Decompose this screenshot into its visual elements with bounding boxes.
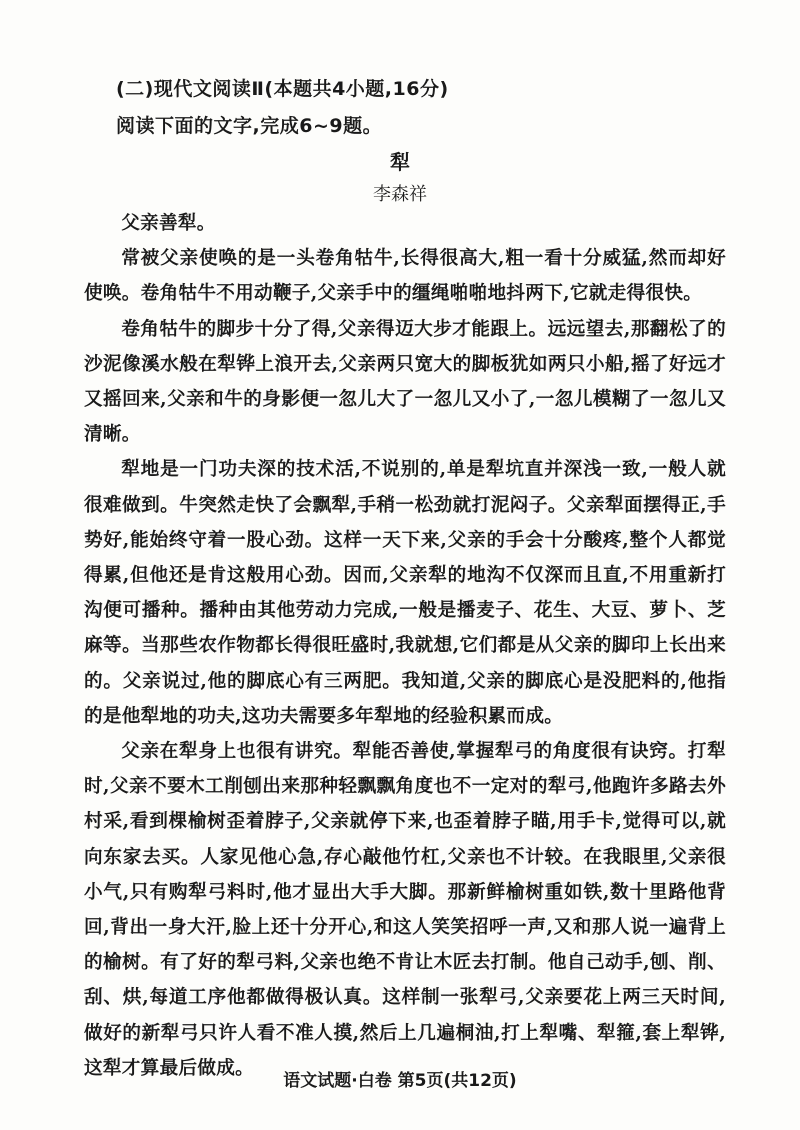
section-header: (二)现代文阅读Ⅱ(本题共4小题,16分) bbox=[116, 78, 449, 100]
article-title: 犁 bbox=[390, 150, 410, 174]
page-footer: 语文试题·白卷 第5页(共12页) bbox=[283, 1071, 517, 1091]
reading-instruction: 阅读下面的文字,完成6~9题。 bbox=[116, 115, 383, 137]
paragraph-5: 父亲在犁身上也很有讲究。犁能否善使,掌握犁弓的角度很有诀窍。打犁时,父亲不要木工削刨出来那种轻飘飘角度也不一定对的犁弓,他跑许多路去外村采,看到棵榆树歪着脖子,父亲就停下来,也歪着脖子瞄,用手卡,觉得可以,就向东家去买。人家见他心急,存心敲他竹杠,父亲也不计较。在我眼里,父亲很小气,只有购犁弓料时,他才显出大手大脚。那新鲜榆树重如铁,数十里路他背回,背出一身大汗,脸上还十分开心,和这人笑笑招呼一声,又和那人说一遍背上的榆树。有了好的犁弓料,父亲也绝不肯让木匠去打制。他自己动手,刨、削、刮、烘,每道工序他都做得极认真。这样制一张犁弓,父亲要花上两三天时间,做好的新犁弓只许人看不准人摸,然后上几遍桐油,打上犁嘴、犁箍,套上犁铧,这犁才算最后做成。 bbox=[84, 741, 726, 1079]
paragraph-3: 卷角牯牛的脚步十分了得,父亲得迈大步才能跟上。远远望去,那翻松了的沙泥像溪水般在犁铧上浪开去,父亲两只宽大的脚板犹如两只小船,摇了好远才又摇回来,父亲和牛的身影便一忽儿大了一忽儿又小了,一忽儿模糊了一忽儿又清晰。 bbox=[84, 318, 726, 446]
article-body bbox=[84, 206, 726, 1086]
paragraph-1: 父亲善犁。 bbox=[121, 213, 216, 234]
article-author: 李森祥 bbox=[373, 184, 427, 205]
paragraph-4: 犁地是一门功夫深的技术活,不说别的,单是犁坑直并深浅一致,一般人就很难做到。牛突然走快了会飘犁,手稍一松劲就打泥闷子。父亲犁面摆得正,手势好,能始终守着一股心劲。这样一天下来,父亲的手会十分酸疼,整个人都觉得累,但他还是肯这般用心劲。因而,父亲犁的地沟不仅深而且直,不用重新打沟便可播种。播种由其他劳动力完成,一般是播麦子、花生、大豆、萝卜、芝麻等。当那些农作物都长得很旺盛时,我就想,它们都是从父亲的脚印上长出来的。父亲说过,他的脚底心有三两肥。我知道,父亲的脚底心是没肥料的,他指的是他犁地的功夫,这功夫需要多年犁地的经验积累而成。 bbox=[84, 459, 726, 727]
paragraph-2: 常被父亲使唤的是一头卷角牯牛,长得很高大,粗一看十分威猛,然而却好使唤。卷角牯牛不用动鞭子,父亲手中的缰绳啪啪地抖两下,它就走得很快。 bbox=[84, 248, 726, 305]
